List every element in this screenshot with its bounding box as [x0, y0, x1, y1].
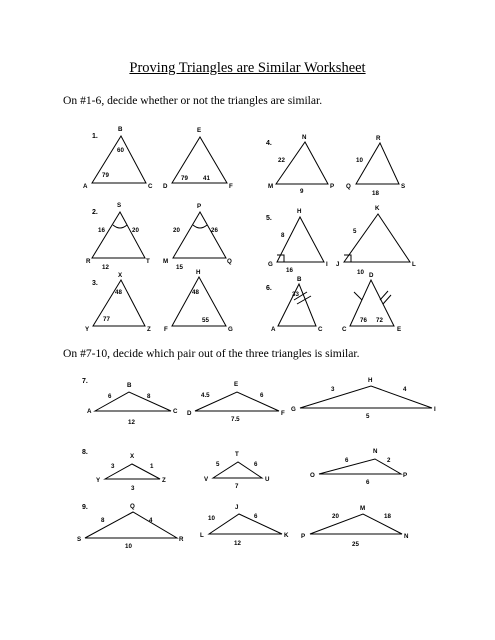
tick-mark: [383, 295, 391, 304]
figure-labels: [77, 126, 436, 550]
side-label: 22: [278, 157, 285, 164]
side-label: 15: [176, 264, 183, 271]
vertex-label: T: [235, 451, 239, 458]
side-label: 12: [128, 419, 135, 426]
vertex-label: Y: [85, 326, 90, 333]
angle-label: 33: [292, 291, 299, 298]
triangle-7c: [300, 386, 432, 408]
problem-number: 7.: [82, 378, 88, 385]
vertex-label: J: [235, 504, 239, 511]
side-label: 7.5: [231, 416, 240, 423]
triangle-9b: [209, 514, 282, 534]
problem-numbers: [82, 133, 272, 511]
side-label: 7: [235, 483, 239, 490]
triangle-shapes: [85, 136, 432, 538]
vertex-label: Q: [130, 503, 135, 510]
vertex-label: H: [297, 208, 302, 215]
angle-label: 48: [192, 289, 199, 296]
vertex-label: F: [164, 326, 168, 333]
side-label: 10: [125, 543, 132, 550]
side-label: 20: [173, 227, 180, 234]
side-label: 8: [281, 232, 285, 239]
vertex-label: P: [403, 472, 408, 479]
side-label: 20: [332, 513, 339, 520]
vertex-label: S: [77, 536, 82, 543]
vertex-label: E: [234, 381, 239, 388]
vertex-label: I: [326, 261, 328, 268]
side-label: 5: [353, 228, 357, 235]
vertex-label: L: [200, 532, 204, 539]
vertex-label: F: [229, 183, 233, 190]
vertex-label: D: [163, 183, 168, 190]
vertex-label: E: [197, 127, 202, 134]
worksheet-title: Proving Triangles are Similar Worksheet: [129, 60, 366, 76]
angle-label: 60: [117, 147, 124, 154]
vertex-label: C: [342, 326, 347, 333]
side-label: 4.5: [201, 392, 210, 399]
problem-number: 6.: [266, 285, 272, 292]
vertex-label: I: [434, 406, 436, 413]
tick-mark: [380, 291, 388, 300]
vertex-label: Z: [147, 326, 151, 333]
side-label: 8: [147, 393, 151, 400]
vertex-label: H: [196, 269, 201, 276]
side-label: 5: [216, 461, 220, 468]
vertex-label: J: [336, 261, 340, 268]
vertex-label: R: [86, 258, 91, 265]
angle-label: 72: [376, 317, 383, 324]
vertex-label: D: [369, 272, 374, 279]
instructions-part-1: On #1-6, decide whether or not the triangles are similar.: [63, 94, 323, 107]
side-label: 4: [149, 517, 153, 524]
side-label: 10: [208, 515, 215, 522]
vertex-label: M: [360, 505, 366, 512]
triangle-3b: [172, 277, 226, 326]
vertex-label: Q: [227, 258, 232, 265]
vertex-label: K: [284, 532, 289, 539]
vertex-label: M: [268, 183, 274, 190]
triangle-2a: [92, 212, 145, 258]
vertex-label: C: [318, 326, 323, 333]
vertex-label: C: [148, 183, 153, 190]
vertex-label: N: [373, 448, 378, 455]
vertex-label: Z: [162, 477, 166, 484]
triangle-9a: [85, 512, 177, 538]
problem-number: 4.: [266, 140, 272, 147]
side-label: 4: [403, 386, 407, 393]
problem-number: 3.: [92, 280, 98, 287]
side-label: 6: [254, 461, 258, 468]
vertex-label: P: [301, 533, 306, 540]
angle-label: 79: [181, 175, 188, 182]
vertex-label: G: [268, 261, 273, 268]
side-label: 6: [260, 392, 264, 399]
vertex-label: R: [376, 135, 381, 142]
angle-label: 48: [115, 289, 122, 296]
vertex-label: A: [271, 326, 276, 333]
side-label: 3: [331, 386, 335, 393]
vertex-label: L: [412, 261, 416, 268]
triangle-1a: [92, 136, 146, 183]
side-label: 10: [357, 269, 364, 276]
vertex-label: E: [397, 326, 402, 333]
problem-number: 9.: [82, 504, 88, 511]
side-label: 16: [286, 267, 293, 274]
side-label: 18: [384, 513, 391, 520]
side-label: 20: [132, 227, 139, 234]
vertex-label: R: [179, 536, 184, 543]
side-label: 26: [211, 227, 218, 234]
vertex-label: B: [297, 276, 302, 283]
vertex-label: V: [204, 476, 209, 483]
vertex-label: A: [87, 408, 92, 415]
vertex-label: K: [375, 205, 380, 212]
vertex-label: G: [291, 406, 296, 413]
vertex-label: T: [146, 258, 150, 265]
vertex-label: N: [302, 134, 307, 141]
tick-mark: [354, 292, 362, 300]
side-label: 6: [254, 513, 258, 520]
angle-mark-p: [193, 225, 207, 228]
side-label: 5: [366, 413, 370, 420]
side-label: 1: [150, 463, 154, 470]
problem-number: 2.: [92, 209, 98, 216]
vertex-label: X: [118, 272, 123, 279]
problem-number: 8.: [82, 449, 88, 456]
side-label: 6: [345, 457, 349, 464]
instructions-part-2: On #7-10, decide which pair out of the three triangles is similar.: [63, 347, 360, 360]
triangle-7a: [95, 392, 171, 411]
side-label: 12: [102, 264, 109, 271]
problem-number: 1.: [92, 133, 98, 140]
problem-number: 5.: [266, 215, 272, 222]
side-label: 6: [108, 393, 112, 400]
side-label: 6: [366, 479, 370, 486]
vertex-label: U: [265, 476, 270, 483]
vertex-label: S: [117, 202, 122, 209]
side-label: 3: [111, 463, 115, 470]
side-label: 8: [101, 517, 105, 524]
side-label: 9: [300, 188, 304, 195]
vertex-label: B: [118, 126, 123, 133]
vertex-label: M: [163, 258, 169, 265]
side-label: 2: [387, 457, 391, 464]
side-label: 16: [98, 227, 105, 234]
vertex-label: P: [330, 183, 335, 190]
vertex-label: Y: [96, 477, 101, 484]
side-label: 3: [131, 485, 135, 492]
triangle-5b: [344, 214, 410, 262]
vertex-label: C: [173, 408, 178, 415]
vertex-label: O: [310, 472, 315, 479]
angle-label: 55: [202, 317, 209, 324]
triangle-3a: [93, 280, 145, 326]
triangle-6b: [350, 280, 394, 326]
vertex-label: F: [281, 410, 285, 417]
side-label: 25: [352, 541, 359, 548]
vertex-label: N: [404, 533, 409, 540]
vertex-label: X: [130, 453, 135, 460]
side-label: 18: [372, 190, 379, 197]
angle-label: 77: [103, 316, 110, 323]
side-label: 12: [234, 540, 241, 547]
angle-label: 79: [102, 172, 109, 179]
vertex-label: B: [127, 382, 132, 389]
vertex-label: Q: [346, 183, 351, 190]
angle-mark-s: [113, 225, 127, 228]
vertex-label: P: [197, 203, 202, 210]
triangle-2b: [173, 212, 226, 258]
side-label: 10: [356, 157, 363, 164]
vertex-label: A: [83, 183, 88, 190]
angle-label: 41: [203, 175, 210, 182]
vertex-label: S: [401, 183, 406, 190]
angle-label: 76: [360, 317, 367, 324]
vertex-label: H: [368, 377, 373, 384]
vertex-label: D: [187, 410, 192, 417]
vertex-label: G: [228, 326, 233, 333]
